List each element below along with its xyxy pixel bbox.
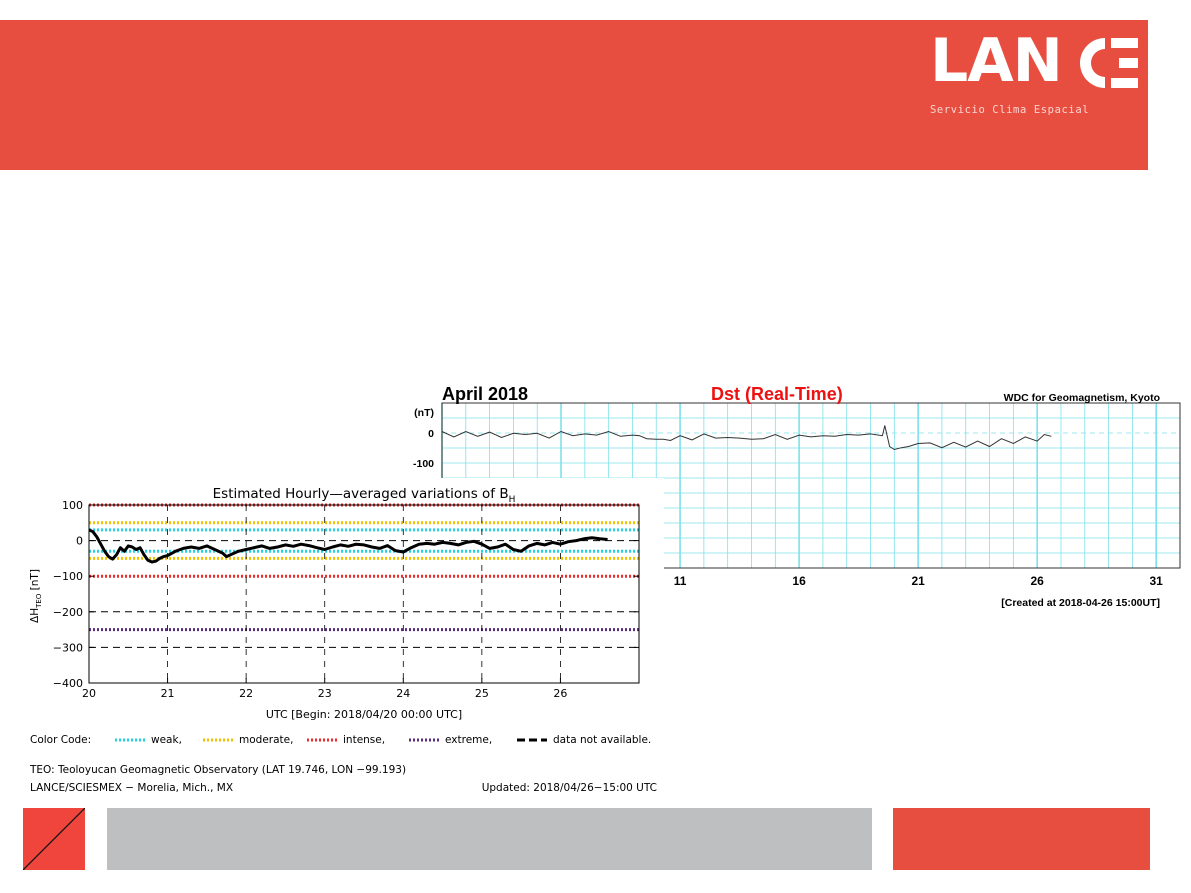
teo-xtick-label: 25 (474, 687, 489, 700)
logo-wordmark: LAN (930, 26, 1062, 96)
dst-xtick-label: 26 (1030, 574, 1044, 588)
legend-item-label: extreme, (445, 734, 493, 746)
teo-ytick-label: 0 (76, 534, 83, 548)
teo-ytick-label: −400 (52, 677, 83, 690)
legend-item-label: weak, (151, 734, 182, 746)
dst-xtick-label: 21 (911, 574, 925, 588)
dst-xtick-label: 11 (673, 574, 687, 588)
teo-ytick-label: −300 (52, 641, 83, 655)
dst-footer: [Created at 2018-04-26 15:00UT] (1001, 597, 1160, 609)
teo-xtick-label: 22 (239, 687, 254, 700)
teo-ylabel: $\Delta H_{TEO}$ [nT] (29, 569, 43, 623)
dst-panel-title: April 2018 (442, 384, 529, 404)
footer-diagonal-square (23, 808, 85, 870)
teo-xtick-label: 20 (82, 687, 96, 700)
teo-xtick-label: 21 (160, 687, 175, 700)
teo-note-institution: LANCE/SCIESMEX − Morelia, Mich., MX (30, 782, 234, 794)
teo-xtick-label: 26 (553, 687, 568, 700)
dst-ytick-label: -100 (412, 458, 434, 470)
teo-xtick-label: 24 (396, 687, 411, 700)
legend-item-label: moderate, (239, 734, 294, 746)
legend-item-label: data not available. (553, 734, 652, 746)
teo-chart (14, 478, 664, 798)
dst-source: WDC for Geomagnetism, Kyoto (1003, 392, 1160, 404)
teo-ytick-label: 100 (62, 499, 83, 512)
teo-xtick-label: 23 (317, 687, 332, 700)
dst-ylabel: (nT) (414, 407, 434, 419)
dst-series-line (442, 426, 1051, 450)
teo-xlabel: UTC [Begin: 2018/04/20 00:00 UTC] (265, 708, 463, 721)
teo-updated: Updated: 2018/04/26−15:00 UTC (481, 782, 657, 794)
dst-ytick-label: 0 (428, 428, 434, 440)
dst-title: Dst (Real-Time) (711, 384, 843, 404)
diagonal-slash-icon (23, 808, 85, 870)
dst-xtick-label: 16 (792, 574, 806, 588)
legend-item-label: intense, (343, 734, 386, 746)
teo-title: Estimated Hourly—averaged variations of $B_H$ (212, 486, 516, 505)
teo-note-observatory: TEO: Teoloyucan Geomagnetic Observatory (LAT 19.746, LON −99.193) (30, 764, 407, 776)
teo-ytick-label: −100 (52, 570, 83, 584)
footer-gray-bar (107, 808, 872, 870)
logo-ce-mark-icon (1077, 36, 1141, 90)
logo-subtitle: Servicio Clima Espacial (930, 104, 1090, 116)
teo-ytick-label: −200 (52, 605, 83, 619)
footer-red-bar (893, 808, 1150, 870)
dst-xtick-label: 31 (1149, 574, 1163, 588)
teo-legend-label: Color Code: (30, 734, 92, 746)
lance-logo (930, 26, 1146, 96)
